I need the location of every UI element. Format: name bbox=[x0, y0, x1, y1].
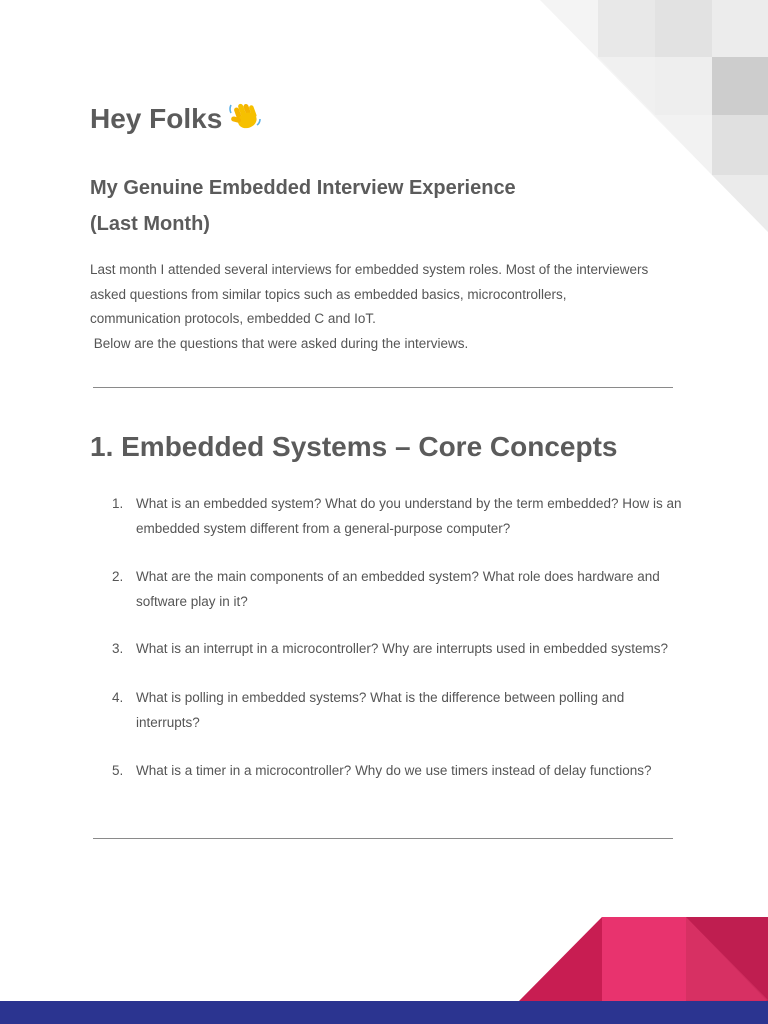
question-number: 3. bbox=[112, 641, 124, 656]
section-divider bbox=[93, 838, 673, 839]
waving-hand-icon bbox=[228, 99, 262, 143]
intro-line: communication protocols, embedded C and IoT. bbox=[90, 311, 376, 326]
decorative-bottom-band bbox=[0, 900, 768, 1024]
subtitle-line-1: My Genuine Embedded Interview Experience bbox=[90, 177, 516, 199]
question-number: 5. bbox=[112, 763, 124, 778]
intro-paragraph bbox=[90, 258, 690, 356]
subtitle-line-2: (Last Month) bbox=[90, 213, 210, 235]
intro-line: Below are the questions that were asked during the interviews. bbox=[90, 335, 469, 351]
greeting-heading bbox=[90, 98, 262, 143]
question-text: What is an interrupt in a microcontroller? Why are interrupts used in embedded systems? bbox=[136, 641, 668, 656]
intro-line: Last month I attended several interviews for embedded system roles. Most of the interviewers bbox=[90, 262, 649, 277]
section-divider bbox=[93, 387, 673, 388]
question-text: What is a timer in a microcontroller? Why do we use timers instead of delay functions? bbox=[136, 763, 652, 778]
intro-line: asked questions from similar topics such as embedded basics, microcontrollers, bbox=[90, 286, 567, 302]
subtitle-heading bbox=[90, 170, 650, 242]
question-text: What are the main components of an embedded system? What role does hardware and software play in it? bbox=[136, 569, 660, 609]
question-number: 2. bbox=[112, 569, 124, 584]
section-title: 1. Embedded Systems – Core Concepts bbox=[90, 431, 618, 462]
question-number: 1. bbox=[112, 496, 124, 511]
greeting-text: Hey Folks bbox=[90, 103, 223, 134]
question-number: 4. bbox=[112, 690, 124, 705]
question-text: What is polling in embedded systems? What is the difference between polling and interrupts? bbox=[136, 690, 625, 730]
question-text: What is an embedded system? What do you understand by the term embedded? How is an embedded system different from a general-purpose computer? bbox=[136, 496, 682, 536]
